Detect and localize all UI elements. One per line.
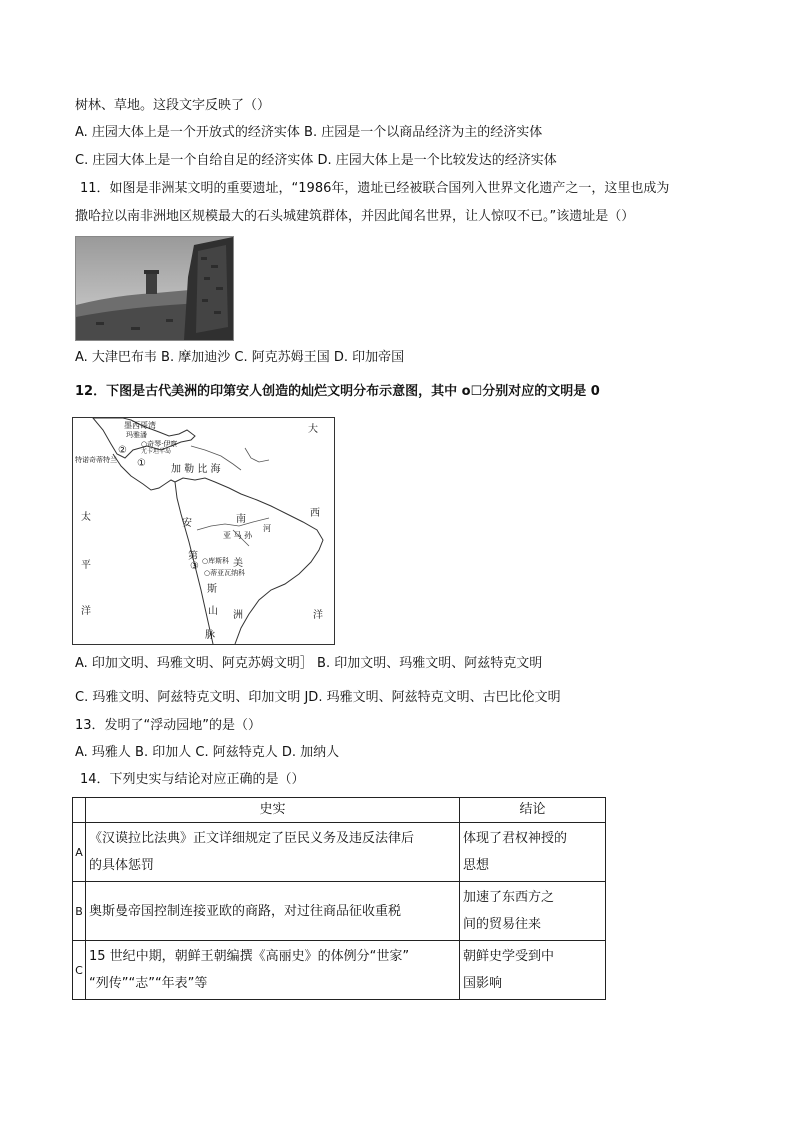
table-row xyxy=(73,823,606,882)
row-fact-line1: 15 世纪中期，朝鲜王朝编撰《高丽史》的体例分“世家” xyxy=(89,949,410,964)
table-header-conclusion: 结论 xyxy=(460,798,606,823)
row-fact-line2: 的具体惩罚 xyxy=(89,858,155,873)
q14-table xyxy=(72,797,606,1000)
map-label-andes-4: 山 xyxy=(208,606,218,617)
row-conclusion xyxy=(460,823,606,882)
map-label-pacific-2: 平 xyxy=(81,560,91,571)
map-label-pacific-3: 洋 xyxy=(81,606,91,617)
q12-options-cd: C. 玛雅文明、阿兹特克文明、印加文明 JD. 玛雅文明、阿兹特克文明、古巴比伦文明 xyxy=(75,690,561,705)
map-label-atlantic-1: 大 xyxy=(308,424,318,435)
q11-options: A. 大津巴布韦 B. 摩加迪沙 C. 阿克苏姆王国 D. 印加帝国 xyxy=(75,350,405,365)
map-label-andes-1: 安 xyxy=(182,518,192,529)
q11-stem-line2: 撒哈拉以南非洲地区规模最大的石头城建筑群体，并因此闻名世界，让人惊叹不已。”该遗址是（） xyxy=(75,209,635,224)
row-fact xyxy=(86,882,460,941)
map-label-south-1: 南 xyxy=(236,514,246,525)
map-label-chichen-itza: ○奇琴·伊察 xyxy=(141,440,178,448)
table-header-blank xyxy=(73,798,86,823)
q13-stem: 13．发明了“浮动园地”的是（） xyxy=(75,718,262,733)
row-fact-line2: “列传”“志”“年表”等 xyxy=(89,976,208,991)
q14-stem: 14．下列史实与结论对应正确的是（） xyxy=(80,772,305,787)
q12-stem: 12．下图是古代美洲的印第安人创造的灿烂文明分布示意图，其中 o☐分别对应的文明是 0 xyxy=(75,384,600,399)
map-label-yucatan: 尤卡坦半岛 xyxy=(141,448,172,455)
row-conclusion-line2: 国影响 xyxy=(463,976,503,991)
map-label-atlantic-3: 洋 xyxy=(313,610,323,621)
table-header-facts: 史实 xyxy=(86,798,460,823)
row-conclusion xyxy=(460,941,606,1000)
row-fact-line1: 奥斯曼帝国控制连接亚欧的商路，对过往商品征收重税 xyxy=(89,903,402,919)
americas-map-outline xyxy=(73,418,334,644)
q13-options: A. 玛雅人 B. 印加人 C. 阿兹特克人 D. 加纳人 xyxy=(75,745,340,760)
map-label-south-3: 洲 xyxy=(233,610,243,621)
map-label-south-2: 美 xyxy=(233,558,243,569)
row-fact xyxy=(86,823,460,882)
map-label-pacific-1: 太 xyxy=(81,512,91,523)
row-key: A xyxy=(73,823,86,882)
table-row xyxy=(73,941,606,1000)
row-conclusion-line1: 加速了东西方之 xyxy=(463,890,555,905)
row-key: C xyxy=(73,941,86,1000)
map-marker-3: ③ xyxy=(190,561,199,572)
row-conclusion-line2: 间的贸易往来 xyxy=(463,917,542,932)
row-fact xyxy=(86,941,460,1000)
q10-options-ab: A. 庄园大体上是一个开放式的经济实体 B. 庄园是一个以商品经济为主的经济实体 xyxy=(75,125,543,140)
map-label-caribbean: 加 勒 比 海 xyxy=(171,464,221,475)
map-marker-1: ① xyxy=(137,458,146,469)
q12-options-ab: A. 印加文明、玛雅文明、阿克苏姆文明］ B. 印加文明、玛雅文明、阿兹特克文明 xyxy=(75,656,543,671)
table-header-row xyxy=(73,798,606,823)
table-row xyxy=(73,882,606,941)
row-conclusion-line1: 体现了君权神授的 xyxy=(463,831,568,846)
ruins-photo xyxy=(75,236,234,341)
map-label-andes-3: 斯 xyxy=(207,584,217,595)
great-zimbabwe-ruins-image xyxy=(76,237,233,340)
q10-tail: 树林、草地。这段文字反映了（） xyxy=(75,98,271,113)
map-label-cusco: ○库斯科 xyxy=(202,557,230,565)
row-conclusion-line2: 思想 xyxy=(463,858,490,873)
map-marker-2: ② xyxy=(118,445,127,456)
row-fact-line1: 《汉谟拉比法典》正文详细规定了臣民义务及违反法律后 xyxy=(89,831,415,846)
q10-options-cd: C. 庄园大体上是一个自给自足的经济实体 D. 庄园大体上是一个比较发达的经济实体 xyxy=(75,153,557,168)
americas-map xyxy=(72,417,335,645)
map-label-mayapan: 玛雅潘 xyxy=(126,431,147,439)
map-label-river: 河 xyxy=(263,524,271,533)
map-label-andes-5: 脉 xyxy=(205,630,215,641)
row-conclusion-line1: 朝鲜史学受到中 xyxy=(463,949,555,964)
map-label-tenochtitlan: 特诺奇蒂特兰 xyxy=(75,456,117,464)
row-key: B xyxy=(73,882,86,941)
map-label-atlantic-2: 西 xyxy=(310,508,320,519)
map-label-andes-2: 第 xyxy=(188,551,198,562)
row-conclusion xyxy=(460,882,606,941)
map-label-amazon: 亚 马 孙 xyxy=(223,531,253,540)
q11-stem-line1: 11．如图是非洲某文明的重要遗址，“1986年，遗址已经被联合国列入世界文化遗产之一，这里也成为 xyxy=(80,181,670,196)
map-label-tiwanaku: ○蒂亚瓦纳科 xyxy=(204,569,246,577)
map-label-gulf: 墨西哥湾 xyxy=(124,421,156,430)
